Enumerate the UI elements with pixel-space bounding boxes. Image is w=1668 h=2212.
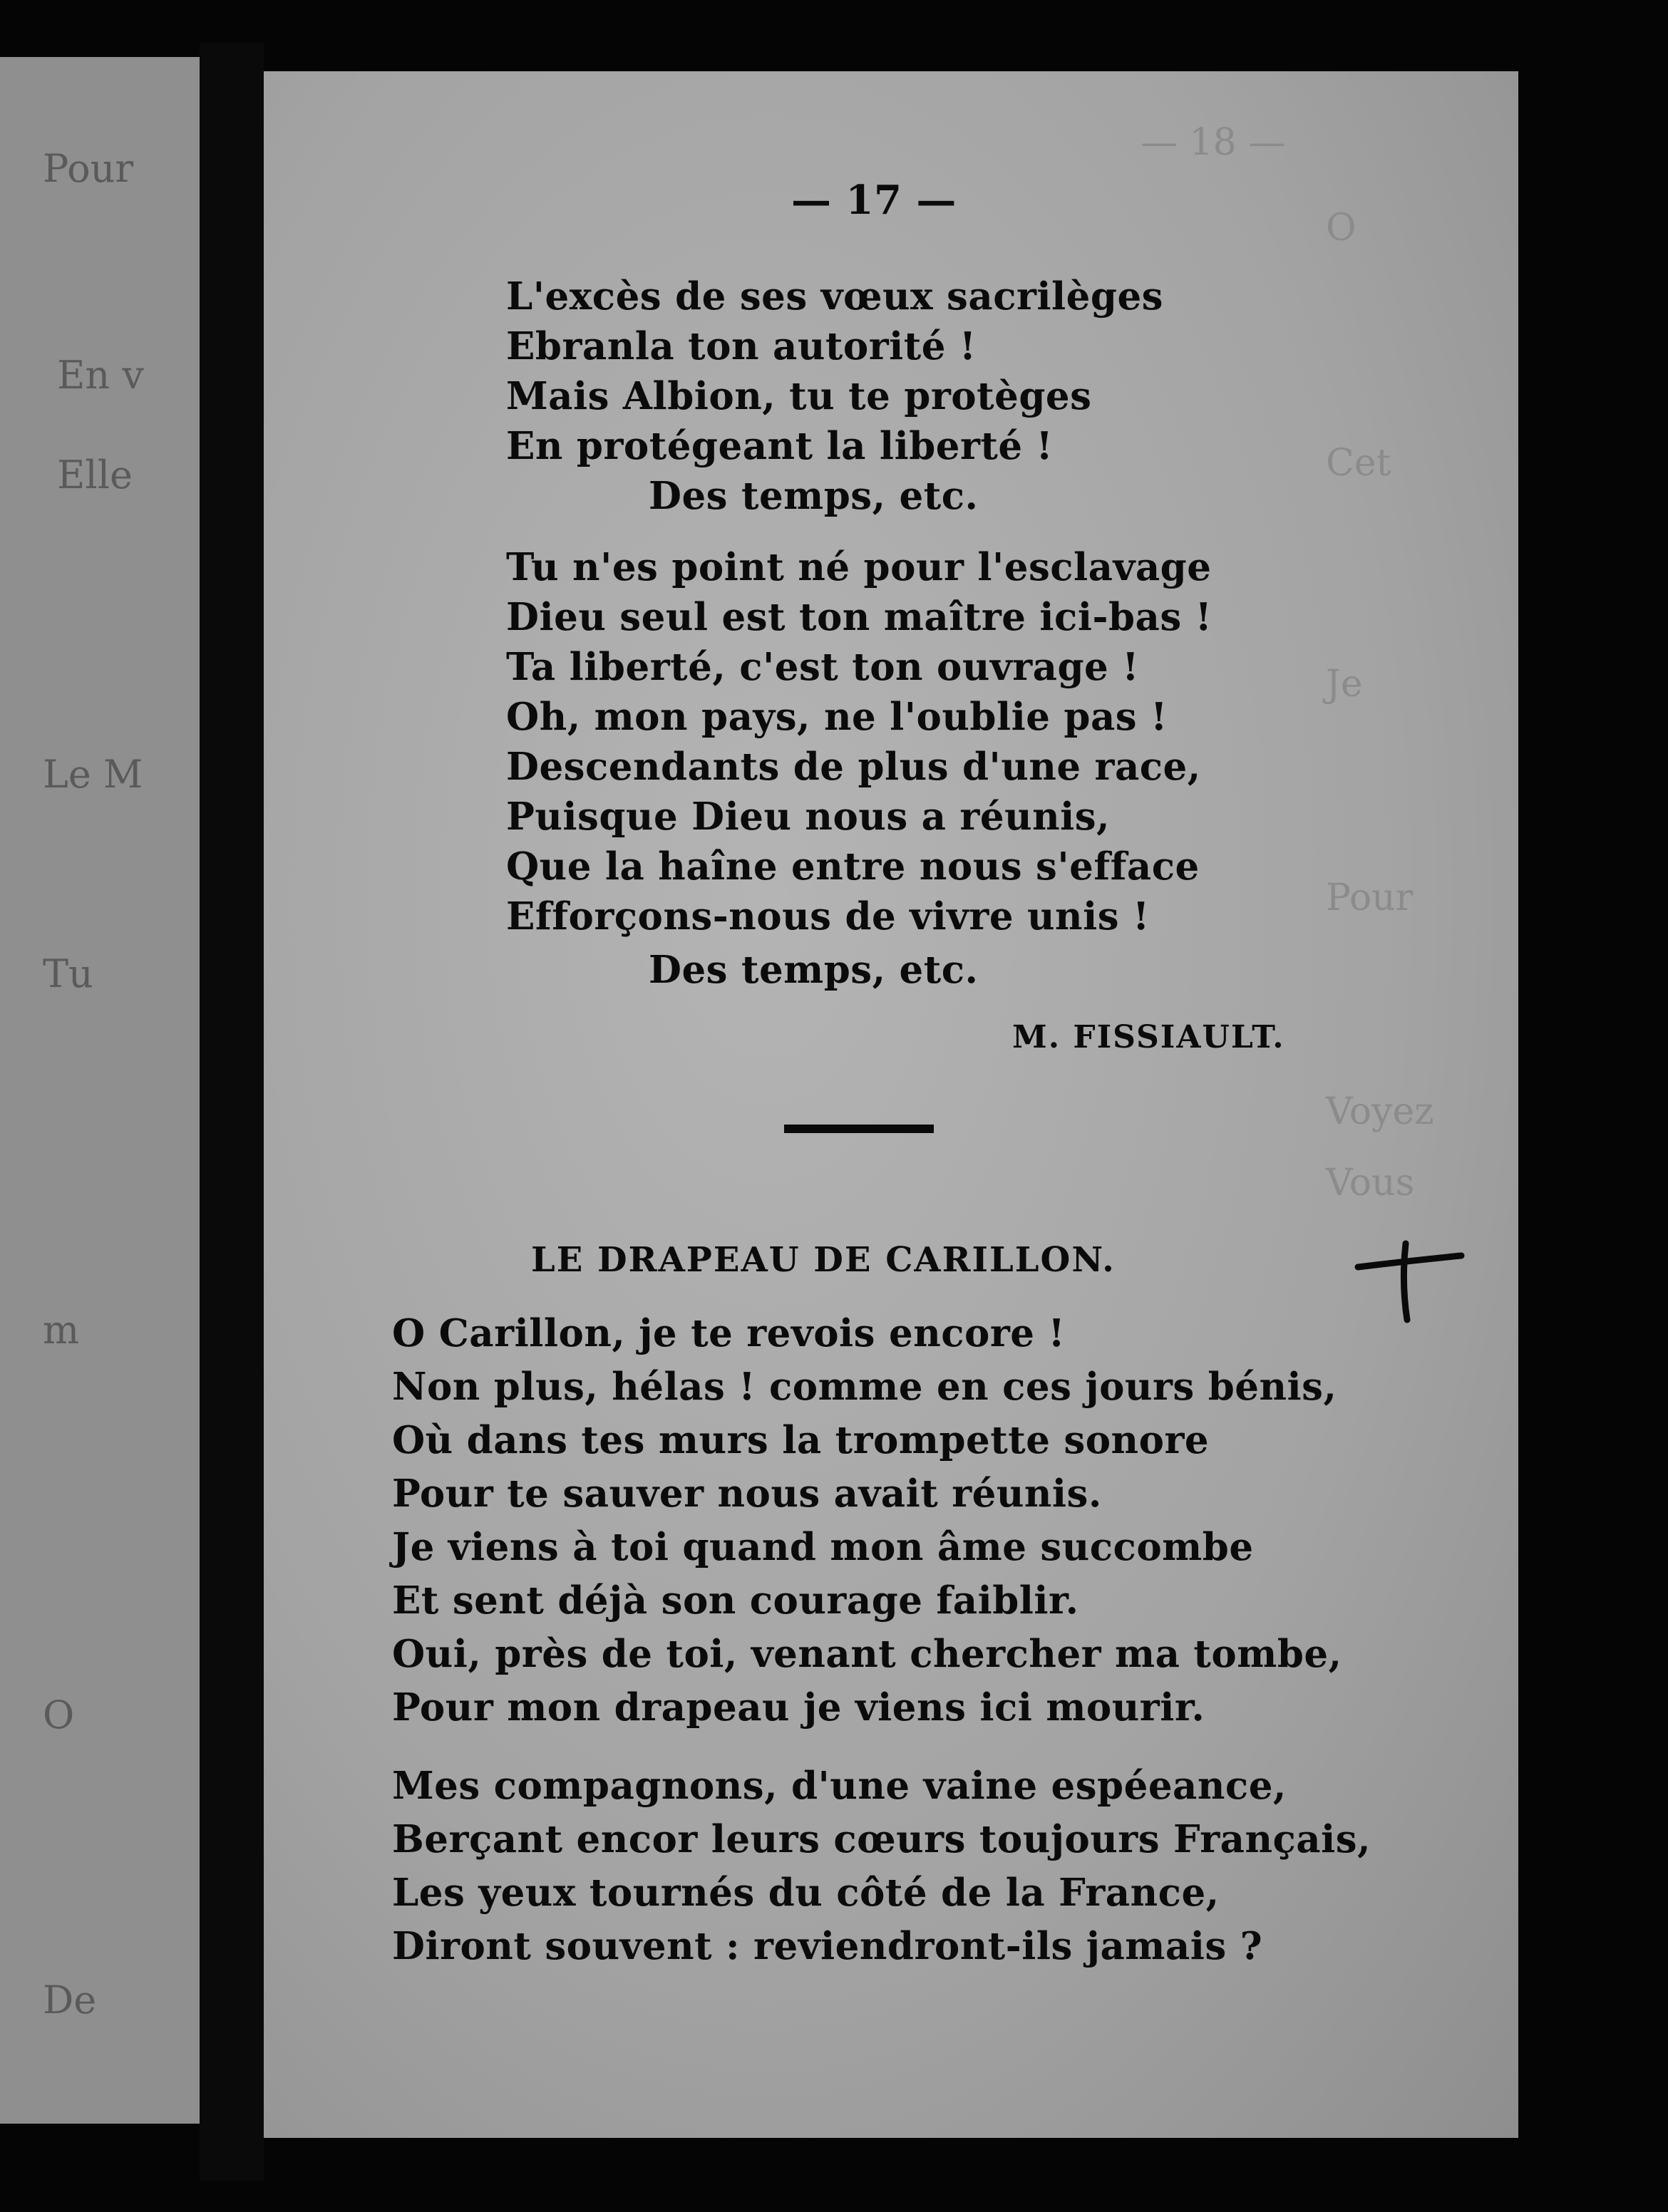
verse-line: Ebranla ton autorité !	[506, 324, 977, 368]
author-signature: M. FISSIAULT.	[1012, 1019, 1285, 1055]
verse-line: Les yeux tournés du côté de la France,	[392, 1871, 1220, 1915]
facing-page-edge: Pour En v Elle Le M Tu m O De	[0, 57, 200, 2124]
page-number: — 17 —	[791, 177, 957, 224]
verse-line: Et sent déjà son courage faiblir.	[392, 1578, 1079, 1623]
verse-line: Oh, mon pays, ne l'oublie pas !	[506, 695, 1168, 739]
section-divider	[784, 1125, 934, 1133]
verse-line: Descendants de plus d'une race,	[506, 745, 1201, 789]
verse-line: Diront souvent : reviendront-ils jamais ?	[392, 1924, 1263, 1968]
book-gutter	[200, 43, 264, 2181]
verse-line: En protégeant la liberté !	[506, 424, 1054, 468]
refrain: Des temps, etc.	[649, 948, 979, 992]
verse-line: Pour mon drapeau je viens ici mourir.	[392, 1685, 1205, 1730]
verse-line: Que la haîne entre nous s'efface	[506, 844, 1200, 889]
verse-line: Puisque Dieu nous a réunis,	[506, 795, 1111, 839]
verse-line: Pour te sauver nous avait réunis.	[392, 1472, 1102, 1516]
verse-line: L'excès de ses vœux sacrilèges	[506, 274, 1164, 319]
verse-line: Je viens à toi quand mon âme succombe	[392, 1525, 1254, 1569]
refrain: Des temps, etc.	[649, 474, 979, 518]
song-title: LE DRAPEAU DE CARILLON.	[531, 1240, 1116, 1280]
verse-line: Tu n'es point né pour l'esclavage	[506, 545, 1212, 589]
verse-line: Ta liberté, c'est ton ouvrage !	[506, 645, 1139, 689]
verse-line: Non plus, hélas ! comme en ces jours bénis,	[392, 1365, 1337, 1409]
verse-line: Berçant encor leurs cœurs toujours Français,	[392, 1817, 1371, 1861]
verse-line: Oui, près de toi, venant chercher ma tombe,	[392, 1632, 1342, 1676]
verse-line: Dieu seul est ton maître ici-bas !	[506, 595, 1213, 639]
verse-line: Mais Albion, tu te protèges	[506, 374, 1092, 418]
verse-line: Où dans tes murs la trompette sonore	[392, 1418, 1210, 1462]
book-page: — 18 — O Cet Je Pour Voyez Vous — 17 — L'excès de ses vœux sacrilèges Ebranla ton autorité ! Mais Albion, tu te protèges En protégeant la liberté ! Des temps, etc. Tu n'es point né pour l'esclavage Dieu seul est ton maître ici-bas ! Ta liberté, c'est ton ouvrage ! Oh, mon pays, ne l'oublie pas ! Descendants de plus d'une race, Puisque Dieu nous a réunis, Que la haîne entre nous s'efface Efforçons-nous de vivre unis ! Des temps, etc. M. FISSIAULT. LE DRAPEAU DE CARILLON. O Carillon, je te revois encore ! Non plus, hélas ! comme en ces jours bénis, Où dans tes murs la trompette sonore Pour te sauver nous avait réunis. Je viens à toi quand mon âme succombe Et sent déjà son courage faiblir. Oui, près de toi, venant chercher ma tombe, Pour mon drapeau je viens ici mourir. Mes compagnons, d'une vaine espéeance, Berçant encor leurs cœurs toujours Français, Les yeux tournés du côté de la France, Diront souvent : reviendront-ils jamais ?	[264, 71, 1518, 2138]
verse-line: Efforçons-nous de vivre unis !	[506, 894, 1150, 939]
verse-line: O Carillon, je te revois encore !	[392, 1311, 1066, 1355]
handwritten-cross-mark	[1354, 1240, 1468, 1325]
verse-line: Mes compagnons, d'une vaine espéeance,	[392, 1764, 1287, 1808]
